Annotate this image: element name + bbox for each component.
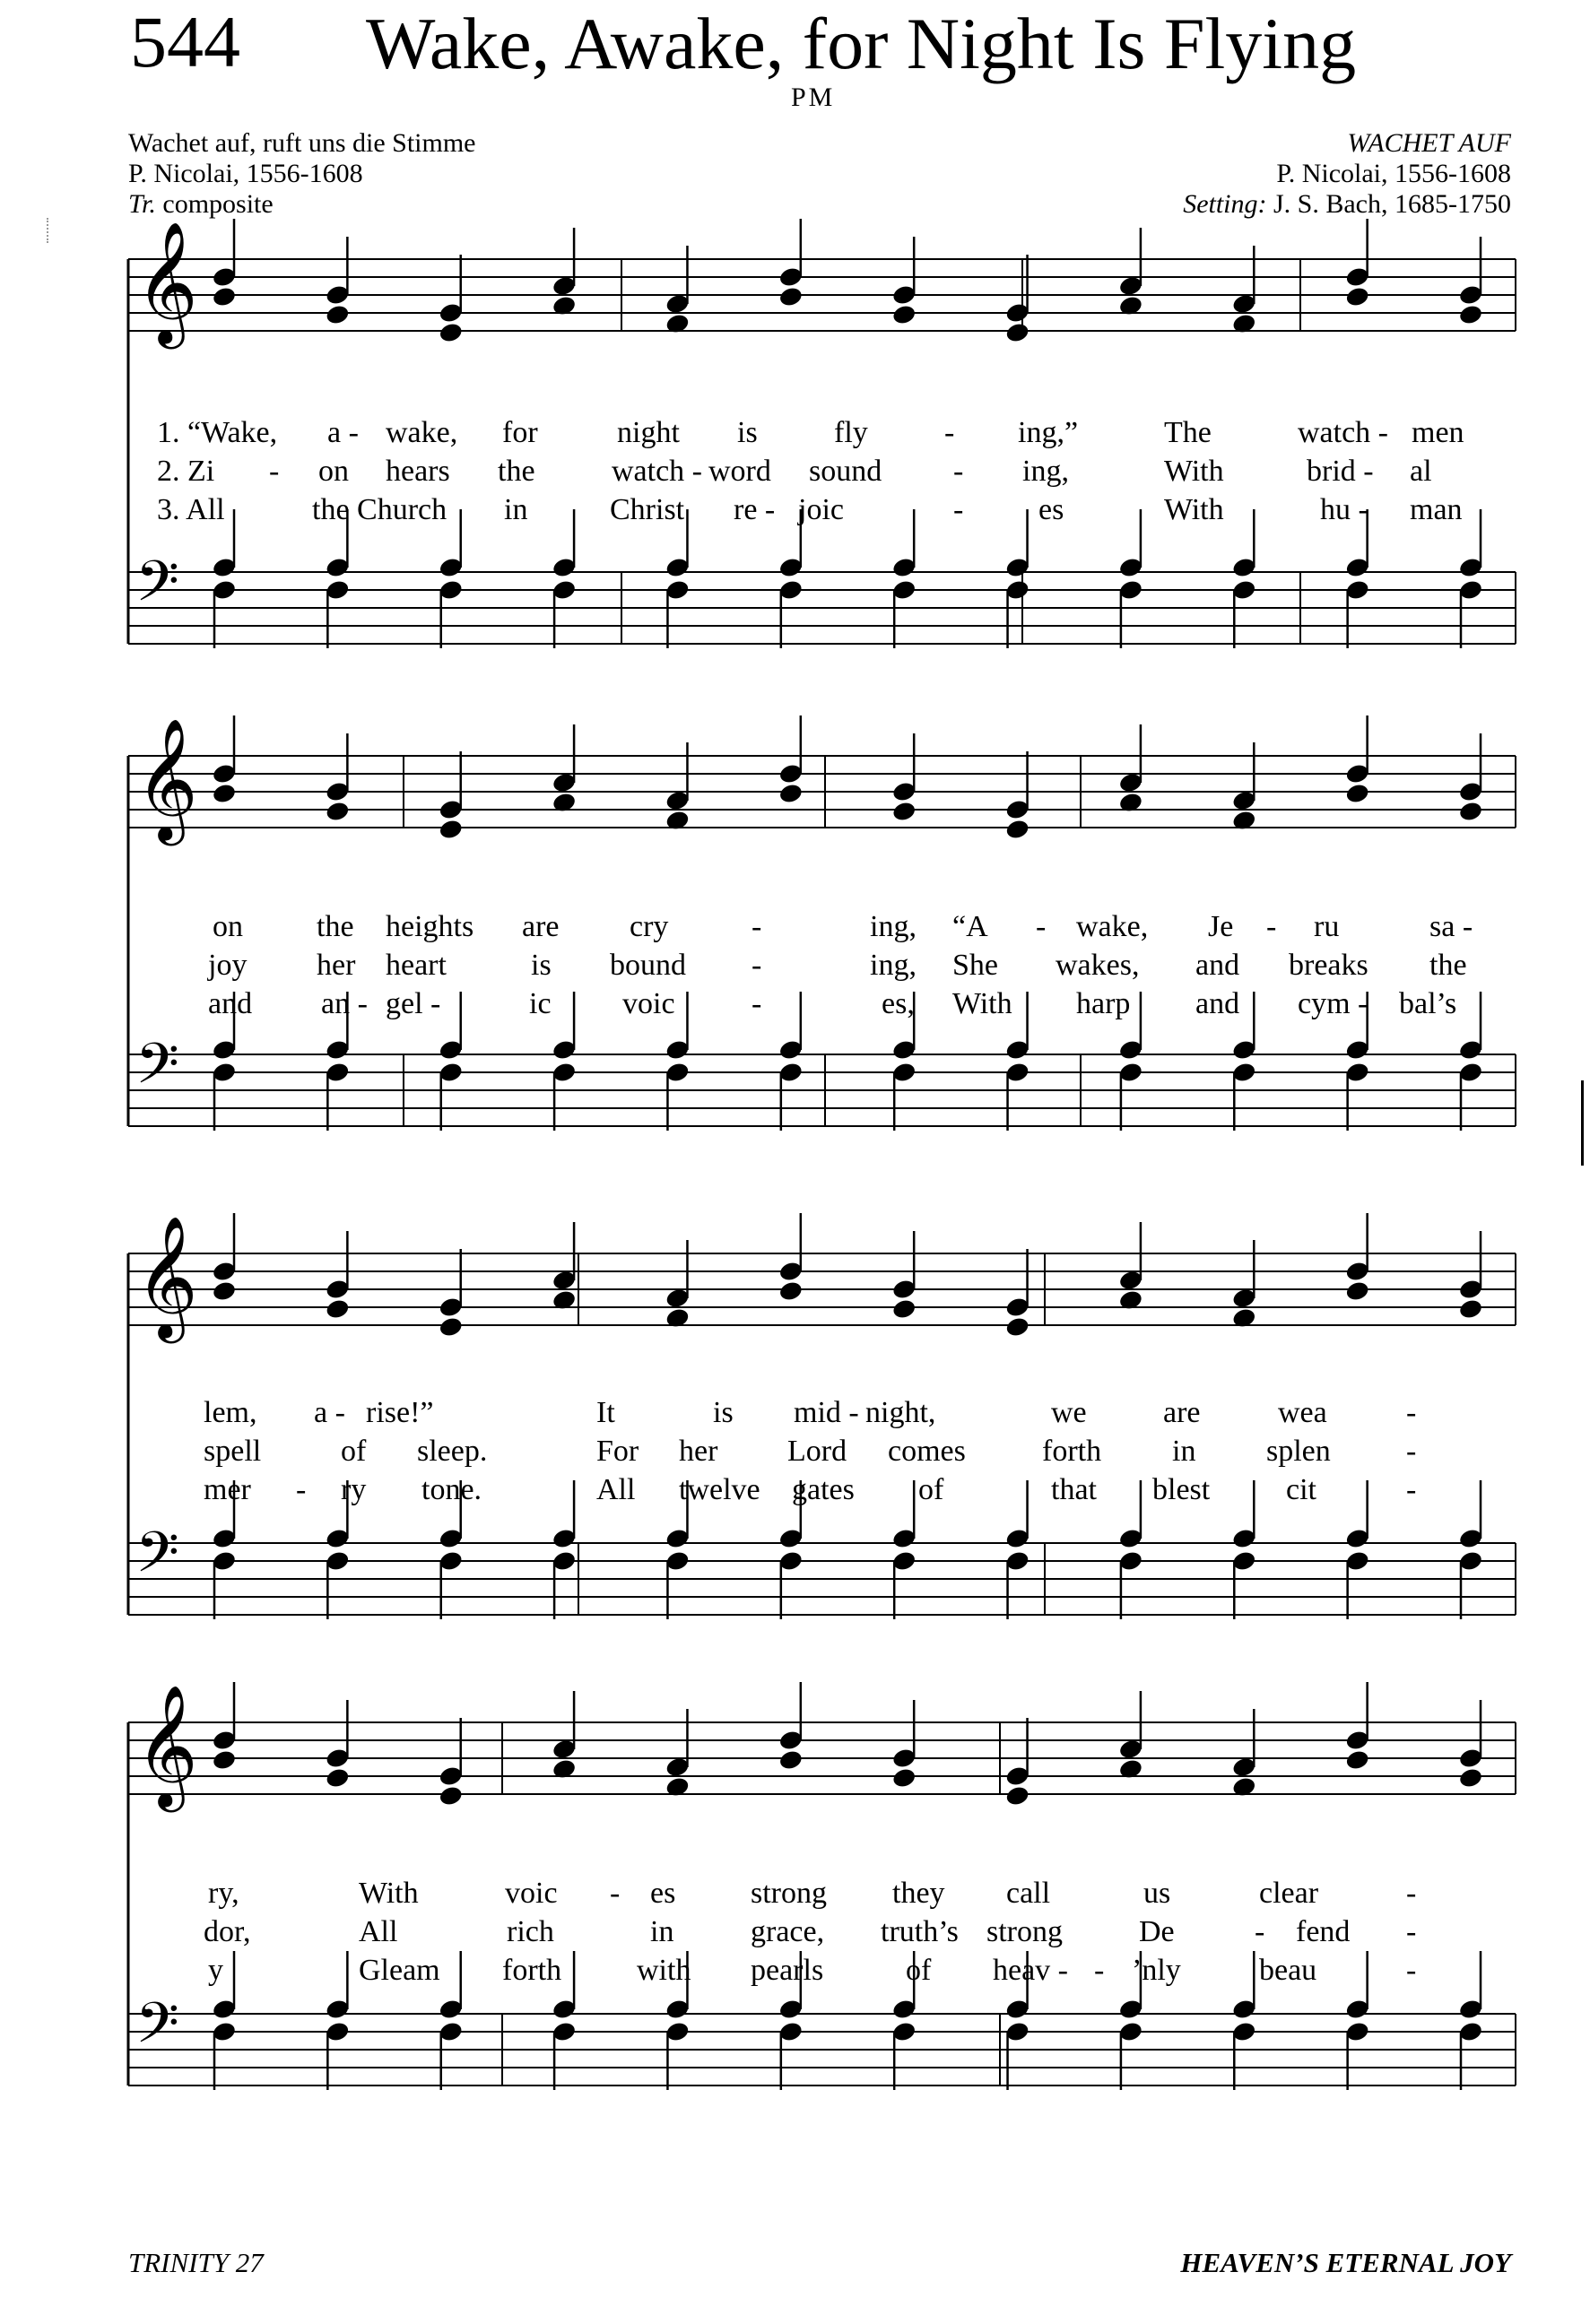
lyric-syllable: - — [752, 987, 762, 1020]
lyric-syllable: heights — [386, 910, 474, 943]
meter: PM — [791, 82, 836, 112]
lyric-syllable: in — [504, 493, 528, 526]
treble-note — [778, 1748, 804, 1771]
lyric-syllable: cit — [1286, 1473, 1316, 1506]
lyric-syllable: - — [752, 949, 762, 982]
tune-composer: P. Nicolai, 1556-1608 — [1276, 159, 1511, 188]
lyric-syllable: It — [596, 1396, 615, 1429]
lyric-syllable: in — [650, 1915, 674, 1948]
lyric-syllable: ry, — [208, 1877, 239, 1910]
setting-prefix: Setting: — [1183, 189, 1267, 219]
lyric-syllable: truth’s — [881, 1915, 959, 1948]
lyric-syllable: gates — [792, 1473, 855, 1506]
lyric-syllable: sa - — [1429, 910, 1473, 943]
lyric-syllable: comes — [888, 1435, 966, 1468]
lyric-syllable: es — [650, 1877, 676, 1910]
lyric-syllable: men — [1412, 416, 1464, 449]
treble-note — [891, 303, 917, 325]
lyric-syllable: ru — [1314, 910, 1340, 943]
lyric-syllable: we — [1051, 1396, 1087, 1429]
lyric-syllable: 2. Zi — [157, 455, 215, 488]
treble-note — [778, 1279, 804, 1302]
lyric-syllable: Lord — [787, 1435, 847, 1468]
lyric-syllable: All — [359, 1915, 398, 1948]
lyric-syllable: Christ — [610, 493, 685, 526]
lyric-syllable: bal’s — [1399, 987, 1457, 1020]
treble-note — [1344, 1748, 1370, 1771]
lyric-syllable: watch - — [612, 455, 703, 488]
treble-note — [1458, 303, 1484, 325]
lyric-syllable: forth — [1042, 1435, 1102, 1468]
treble-note — [1458, 1297, 1484, 1320]
hymn-title: Wake, Awake, for Night Is Flying — [366, 3, 1357, 84]
treble-note — [438, 1784, 464, 1807]
lyric-syllable: pearls — [751, 1954, 824, 1987]
page-edge-line — [1581, 1080, 1584, 1166]
tune-name: WACHET AUF — [1347, 128, 1511, 158]
lyric-syllable: With — [359, 1877, 419, 1910]
treble-note — [1004, 818, 1030, 840]
translation-prefix: Tr. — [128, 189, 156, 219]
treble-note — [778, 782, 804, 804]
lyric-syllable: mer — [204, 1473, 251, 1506]
lyric-syllable: joy — [208, 949, 248, 982]
lyric-syllable: - — [296, 1473, 307, 1506]
lyric-syllable: word — [708, 455, 771, 488]
treble-note — [1004, 321, 1030, 343]
lyric-syllable: wake, — [1076, 910, 1149, 943]
treble-clef-icon: 𝄞 — [135, 1683, 198, 1807]
treble-note — [778, 285, 804, 308]
lyric-syllable: and — [1195, 949, 1240, 982]
lyric-syllable: - — [1406, 1915, 1417, 1948]
lyric-syllable: rise!” — [366, 1396, 434, 1429]
lyric-syllable: She — [952, 949, 998, 982]
lyric-syllable: - — [953, 493, 964, 526]
lyric-syllable: forth — [502, 1954, 562, 1987]
lyric-syllable: gel - — [386, 987, 441, 1020]
footer-topic: HEAVEN’S ETERNAL JOY — [1180, 2247, 1511, 2278]
treble-note — [325, 1297, 351, 1320]
lyric-syllable: wake, — [386, 416, 458, 449]
lyric-syllable: are — [522, 910, 560, 943]
lyric-syllable: they — [892, 1877, 945, 1910]
lyric-syllable: “A — [952, 910, 988, 943]
treble-note — [1458, 800, 1484, 822]
lyric-syllable: spell — [204, 1435, 262, 1468]
lyric-syllable: ing, — [870, 910, 917, 943]
lyric-syllable: heav - — [993, 1954, 1069, 1987]
treble-note — [1344, 285, 1370, 308]
lyric-syllable: the — [1429, 949, 1467, 982]
lyric-syllable: is — [737, 416, 758, 449]
lyric-syllable: - — [1255, 1915, 1265, 1948]
text-author: P. Nicolai, 1556-1608 — [128, 159, 363, 188]
lyric-syllable: of — [341, 1435, 367, 1468]
lyric-syllable: her — [317, 949, 356, 982]
lyric-syllable: ing, — [870, 949, 917, 982]
treble-clef-icon: 𝄞 — [135, 716, 198, 840]
lyric-syllable: cym - — [1298, 987, 1368, 1020]
lyric-syllable: her — [679, 1435, 718, 1468]
lyric-syllable: breaks — [1289, 949, 1368, 982]
lyric-syllable: - — [752, 910, 762, 943]
lyric-syllable: voic — [622, 987, 675, 1020]
lyric-syllable: - — [1406, 1954, 1417, 1987]
lyric-syllable: are — [1163, 1396, 1201, 1429]
lyric-syllable: The — [1164, 416, 1212, 449]
lyric-syllable: brid - — [1307, 455, 1374, 488]
treble-note — [891, 1297, 917, 1320]
treble-clef-icon: 𝄞 — [135, 1214, 198, 1338]
treble-note — [1004, 1784, 1030, 1807]
treble-note — [1004, 1315, 1030, 1338]
treble-note — [212, 782, 238, 804]
lyric-syllable: strong — [751, 1877, 827, 1910]
lyric-syllable: man — [1410, 493, 1463, 526]
lyric-syllable: For — [596, 1435, 639, 1468]
lyric-syllable: bound — [610, 949, 686, 982]
lyric-syllable: hu - — [1320, 493, 1368, 526]
lyric-syllable: that — [1051, 1473, 1097, 1506]
lyric-syllable: cry — [630, 910, 669, 943]
lyric-syllable: heart — [386, 949, 447, 982]
lyric-syllable: - — [1406, 1396, 1417, 1429]
treble-note — [1458, 1766, 1484, 1789]
lyric-syllable: of — [918, 1473, 944, 1506]
lyric-syllable: mid - — [794, 1396, 859, 1429]
lyric-syllable: grace, — [751, 1915, 825, 1948]
lyric-syllable: ic — [529, 987, 552, 1020]
treble-note — [438, 321, 464, 343]
bass-clef-icon: 𝄢 — [135, 1519, 179, 1599]
lyric-syllable: strong — [986, 1915, 1063, 1948]
lyric-syllable: voic — [505, 1877, 558, 1910]
treble-note — [438, 818, 464, 840]
lyric-syllable: harp — [1076, 987, 1131, 1020]
lyric-syllable: on — [213, 910, 243, 943]
lyric-syllable: lem, — [204, 1396, 257, 1429]
lyric-syllable: With — [952, 987, 1012, 1020]
lyric-syllable: twelve — [679, 1473, 760, 1506]
lyric-syllable: call — [1006, 1877, 1051, 1910]
lyric-syllable: es, — [882, 987, 915, 1020]
lyric-syllable: tone. — [421, 1473, 482, 1506]
setting-name: J. S. Bach, 1685-1750 — [1273, 189, 1511, 219]
treble-note — [891, 800, 917, 822]
treble-clef-icon: 𝄞 — [135, 220, 198, 343]
lyric-syllable: of — [906, 1954, 932, 1987]
lyric-syllable: With — [1164, 493, 1224, 526]
translation-name: composite — [162, 189, 274, 219]
lyric-syllable: the — [317, 910, 354, 943]
lyric-syllable: - — [1036, 910, 1047, 943]
lyric-syllable: fly — [834, 416, 868, 449]
lyric-syllable: al — [1410, 455, 1432, 488]
lyric-syllable: rich — [507, 1915, 554, 1948]
lyric-syllable: with — [637, 1954, 691, 1987]
lyric-syllable: watch - — [1298, 416, 1389, 449]
lyric-syllable: es — [1038, 493, 1064, 526]
lyric-syllable: ing, — [1022, 455, 1069, 488]
text-original-title: Wachet auf, ruft uns die Stimme — [128, 128, 476, 158]
lyric-syllable: With — [1164, 455, 1224, 488]
lyric-syllable: sound — [809, 455, 882, 488]
lyric-syllable: - — [1406, 1877, 1417, 1910]
lyric-syllable: 3. All — [157, 493, 225, 526]
lyric-syllable: night — [617, 416, 680, 449]
lyric-syllable: blest — [1152, 1473, 1211, 1506]
lyric-syllable: a - — [314, 1396, 345, 1429]
lyric-syllable: is — [713, 1396, 734, 1429]
lyric-syllable: - — [269, 455, 280, 488]
treble-note — [212, 1748, 238, 1771]
bass-clef-icon: 𝄢 — [135, 548, 179, 628]
lyric-syllable: - — [1094, 1954, 1105, 1987]
lyric-syllable: a - — [327, 416, 359, 449]
treble-note — [1344, 782, 1370, 804]
bass-clef-icon: 𝄢 — [135, 1990, 179, 2069]
lyric-syllable: beau — [1259, 1954, 1317, 1987]
treble-note — [212, 1279, 238, 1302]
lyric-syllable: the Church — [312, 493, 447, 526]
lyric-syllable: ing,” — [1018, 416, 1079, 449]
lyric-syllable: night, — [865, 1396, 936, 1429]
lyric-syllable: - — [1406, 1473, 1417, 1506]
lyric-syllable: us — [1143, 1877, 1171, 1910]
treble-note — [325, 800, 351, 822]
lyric-syllable: All — [596, 1473, 636, 1506]
lyric-syllable: ry — [341, 1473, 367, 1506]
lyric-syllable: an - — [321, 987, 368, 1020]
lyric-syllable: wea — [1278, 1396, 1327, 1429]
lyric-syllable: re - — [734, 493, 776, 526]
treble-note — [212, 285, 238, 308]
hymn-number: 544 — [130, 1, 240, 82]
lyric-syllable: is — [531, 949, 552, 982]
lyric-syllable: in — [1172, 1435, 1196, 1468]
lyric-syllable: fend — [1296, 1915, 1351, 1948]
lyric-syllable: and — [1195, 987, 1240, 1020]
lyric-syllable: hears — [386, 455, 450, 488]
lyric-syllable: Gleam — [359, 1954, 440, 1987]
lyric-syllable: sleep. — [417, 1435, 488, 1468]
lyric-syllable: for — [502, 416, 538, 449]
lyric-syllable: on — [318, 455, 349, 488]
treble-note — [891, 1766, 917, 1789]
lyric-syllable: the — [498, 455, 535, 488]
treble-note — [438, 1315, 464, 1338]
lyric-syllable: 1. “Wake, — [157, 416, 278, 449]
treble-note — [325, 1766, 351, 1789]
lyric-syllable: and — [208, 987, 253, 1020]
lyric-syllable: - — [1406, 1435, 1417, 1468]
lyric-syllable: - — [944, 416, 955, 449]
footer-season: TRINITY 27 — [128, 2247, 264, 2278]
lyric-syllable: clear — [1259, 1877, 1319, 1910]
lyric-syllable: ’nly — [1132, 1954, 1181, 1987]
lyric-syllable: Je — [1208, 910, 1234, 943]
lyric-syllable: splen — [1266, 1435, 1331, 1468]
lyric-syllable: De — [1139, 1915, 1175, 1948]
treble-note — [1344, 1279, 1370, 1302]
lyric-syllable: dor, — [204, 1915, 251, 1948]
bass-clef-icon: 𝄢 — [135, 1030, 179, 1110]
lyric-syllable: - — [953, 455, 964, 488]
treble-note — [325, 303, 351, 325]
scan-mark — [47, 218, 54, 243]
lyric-syllable: wakes, — [1056, 949, 1140, 982]
lyric-syllable: y — [208, 1954, 223, 1987]
lyric-syllable: - — [610, 1877, 621, 1910]
lyric-syllable: - — [1266, 910, 1277, 943]
lyric-syllable: joic — [798, 493, 844, 526]
